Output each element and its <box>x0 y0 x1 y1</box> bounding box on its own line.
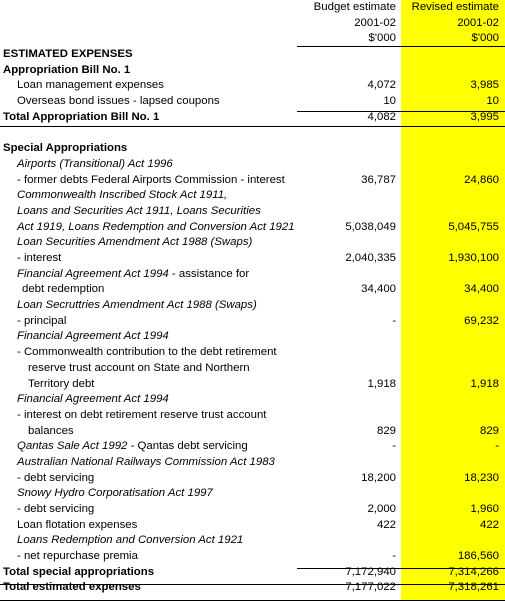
revised-value: 3,985 <box>470 79 499 92</box>
table-row <box>0 377 505 393</box>
row-label: - former debts Federal Airports Commission - interest <box>17 173 285 186</box>
row-label: Financial Agreement Act 1994 <box>17 330 169 343</box>
total-special-rule-top <box>297 568 505 569</box>
revised-value: 3,995 <box>470 110 499 123</box>
subtotal-rule-bottom <box>0 126 505 127</box>
budget-value: 422 <box>376 518 396 531</box>
table-row <box>0 471 505 487</box>
row-label: - interest <box>17 252 62 264</box>
table-row <box>0 345 505 361</box>
row-label: - debt servicing <box>17 471 95 484</box>
row-label: reserve trust account on State and Northern <box>28 361 250 374</box>
table-row <box>0 251 505 267</box>
revised-value: 1,960 <box>470 503 499 515</box>
table-row <box>0 549 505 565</box>
table-row <box>0 63 505 79</box>
row-label: Loan management expenses <box>17 79 164 92</box>
subtotal-rule-top <box>297 111 505 112</box>
table-row <box>0 533 505 549</box>
table-row <box>0 188 505 204</box>
revised-value: 422 <box>479 518 499 531</box>
revised-column-unit: $'000 <box>471 32 499 45</box>
revised-value: 7,318,261 <box>448 581 499 594</box>
budget-value: - <box>392 550 396 563</box>
row-label: Loans and Securities Act 1911, Loans Securities <box>17 204 261 217</box>
row-label: Qantas Sale Act 1992 - Qantas debt servicing <box>17 440 248 453</box>
row-label: Special Appropriations <box>3 142 128 155</box>
row-label: - net repurchase premia <box>17 550 138 563</box>
row-label: Act 1919, Loans Redemption and Conversion Act 1921 <box>17 220 295 233</box>
budget-column-header: Budget estimate <box>313 1 396 13</box>
budget-value: 36,787 <box>361 173 396 186</box>
table-row <box>0 518 505 534</box>
header-row-unit <box>0 31 505 47</box>
table-row <box>0 455 505 471</box>
table-row <box>0 329 505 345</box>
table-row <box>0 502 505 518</box>
header-row-title <box>0 0 505 16</box>
row-label: debt redemption <box>22 283 105 296</box>
table-row <box>0 267 505 283</box>
revised-column-year: 2001-02 <box>457 16 499 29</box>
table-row <box>0 110 505 126</box>
row-label: Overseas bond issues - lapsed coupons <box>17 95 220 108</box>
row-label: - principal <box>17 314 67 327</box>
row-label: Airports (Transitional) Act 1996 <box>17 157 173 170</box>
revised-value: 10 <box>486 95 499 108</box>
header-row-year <box>0 16 505 32</box>
table-row <box>0 126 505 142</box>
budget-column-year: 2001-02 <box>354 16 396 29</box>
budget-value: 2,000 <box>367 503 396 515</box>
revised-value: 69,232 <box>464 314 499 327</box>
table-row <box>0 314 505 330</box>
row-label: - Commonwealth contribution to the debt retirement <box>17 346 277 359</box>
row-label: Loans Redemption and Conversion Act 1921 <box>17 534 244 547</box>
budget-value: 34,400 <box>361 283 396 296</box>
row-label: Commonwealth Inscribed Stock Act 1911, <box>17 189 228 202</box>
table-row <box>0 408 505 424</box>
table-row <box>0 173 505 189</box>
row-label: Loan flotation expenses <box>17 518 138 531</box>
row-label: Financial Agreement Act 1994 <box>17 393 169 406</box>
row-label: balances <box>28 424 74 437</box>
budget-value: - <box>392 440 396 453</box>
budget-value: - <box>392 314 396 327</box>
row-label: - debt servicing <box>17 503 95 515</box>
table-row <box>0 486 505 502</box>
budget-column-unit: $'000 <box>368 32 396 45</box>
revised-value: 1,930,100 <box>448 252 499 264</box>
table-row <box>0 141 505 157</box>
budget-value: 1,918 <box>367 377 396 390</box>
budget-value: 829 <box>376 424 396 437</box>
table-row <box>0 439 505 455</box>
row-label: Australian National Railways Commission Act 1983 <box>17 455 275 468</box>
table-row <box>0 361 505 377</box>
row-label: Total estimated expenses <box>3 581 141 594</box>
table-row <box>0 282 505 298</box>
table-row <box>0 424 505 440</box>
revised-value: 34,400 <box>464 283 499 296</box>
table-body <box>0 47 505 596</box>
row-label: Total special appropriations <box>3 565 155 578</box>
revised-value: 1,918 <box>470 377 499 390</box>
row-label: Loan Secruttries Amendment Act 1988 (Swaps) <box>17 299 257 312</box>
table-row <box>0 78 505 94</box>
row-label: Total Appropriation Bill No. 1 <box>3 110 160 123</box>
revised-value: - <box>495 440 499 453</box>
row-label: Territory debt <box>28 377 95 390</box>
row-label: Appropriation Bill No. 1 <box>3 63 131 76</box>
row-label: Snowy Hydro Corporatisation Act 1997 <box>17 487 213 500</box>
header-rule <box>297 46 505 47</box>
budget-value: 18,200 <box>361 471 396 484</box>
budget-value: 7,172,940 <box>345 565 396 578</box>
budget-value: 10 <box>383 95 396 108</box>
table-row <box>0 298 505 314</box>
revised-value: 24,860 <box>464 173 499 186</box>
revised-value: 5,045,755 <box>448 220 499 233</box>
table-row <box>0 204 505 220</box>
budget-value: 2,040,335 <box>345 252 396 264</box>
revised-value: 829 <box>479 424 499 437</box>
budget-value: 7,177,022 <box>345 581 396 594</box>
budget-value: 5,038,049 <box>345 220 396 233</box>
table-row <box>0 47 505 63</box>
revised-column-header: Revised estimate <box>411 1 499 13</box>
revised-value: 7,314,266 <box>448 565 499 578</box>
budget-value: 4,072 <box>367 79 396 92</box>
table-row <box>0 157 505 173</box>
revised-value: 18,230 <box>464 471 499 484</box>
total-special-rule-bottom <box>0 584 505 585</box>
row-label: Loan Securities Amendment Act 1988 (Swaps) <box>17 236 253 249</box>
row-label: Financial Agreement Act 1994 - assistance for <box>17 267 250 280</box>
table-row <box>0 94 505 110</box>
table-row <box>0 580 505 596</box>
row-label: ESTIMATED EXPENSES <box>3 48 133 61</box>
table-row <box>0 392 505 408</box>
revised-value: 186,560 <box>457 550 499 563</box>
table-row <box>0 235 505 251</box>
budget-value: 4,082 <box>367 110 396 123</box>
row-label: - interest on debt retirement reserve trust account <box>17 408 267 421</box>
table-row <box>0 220 505 236</box>
